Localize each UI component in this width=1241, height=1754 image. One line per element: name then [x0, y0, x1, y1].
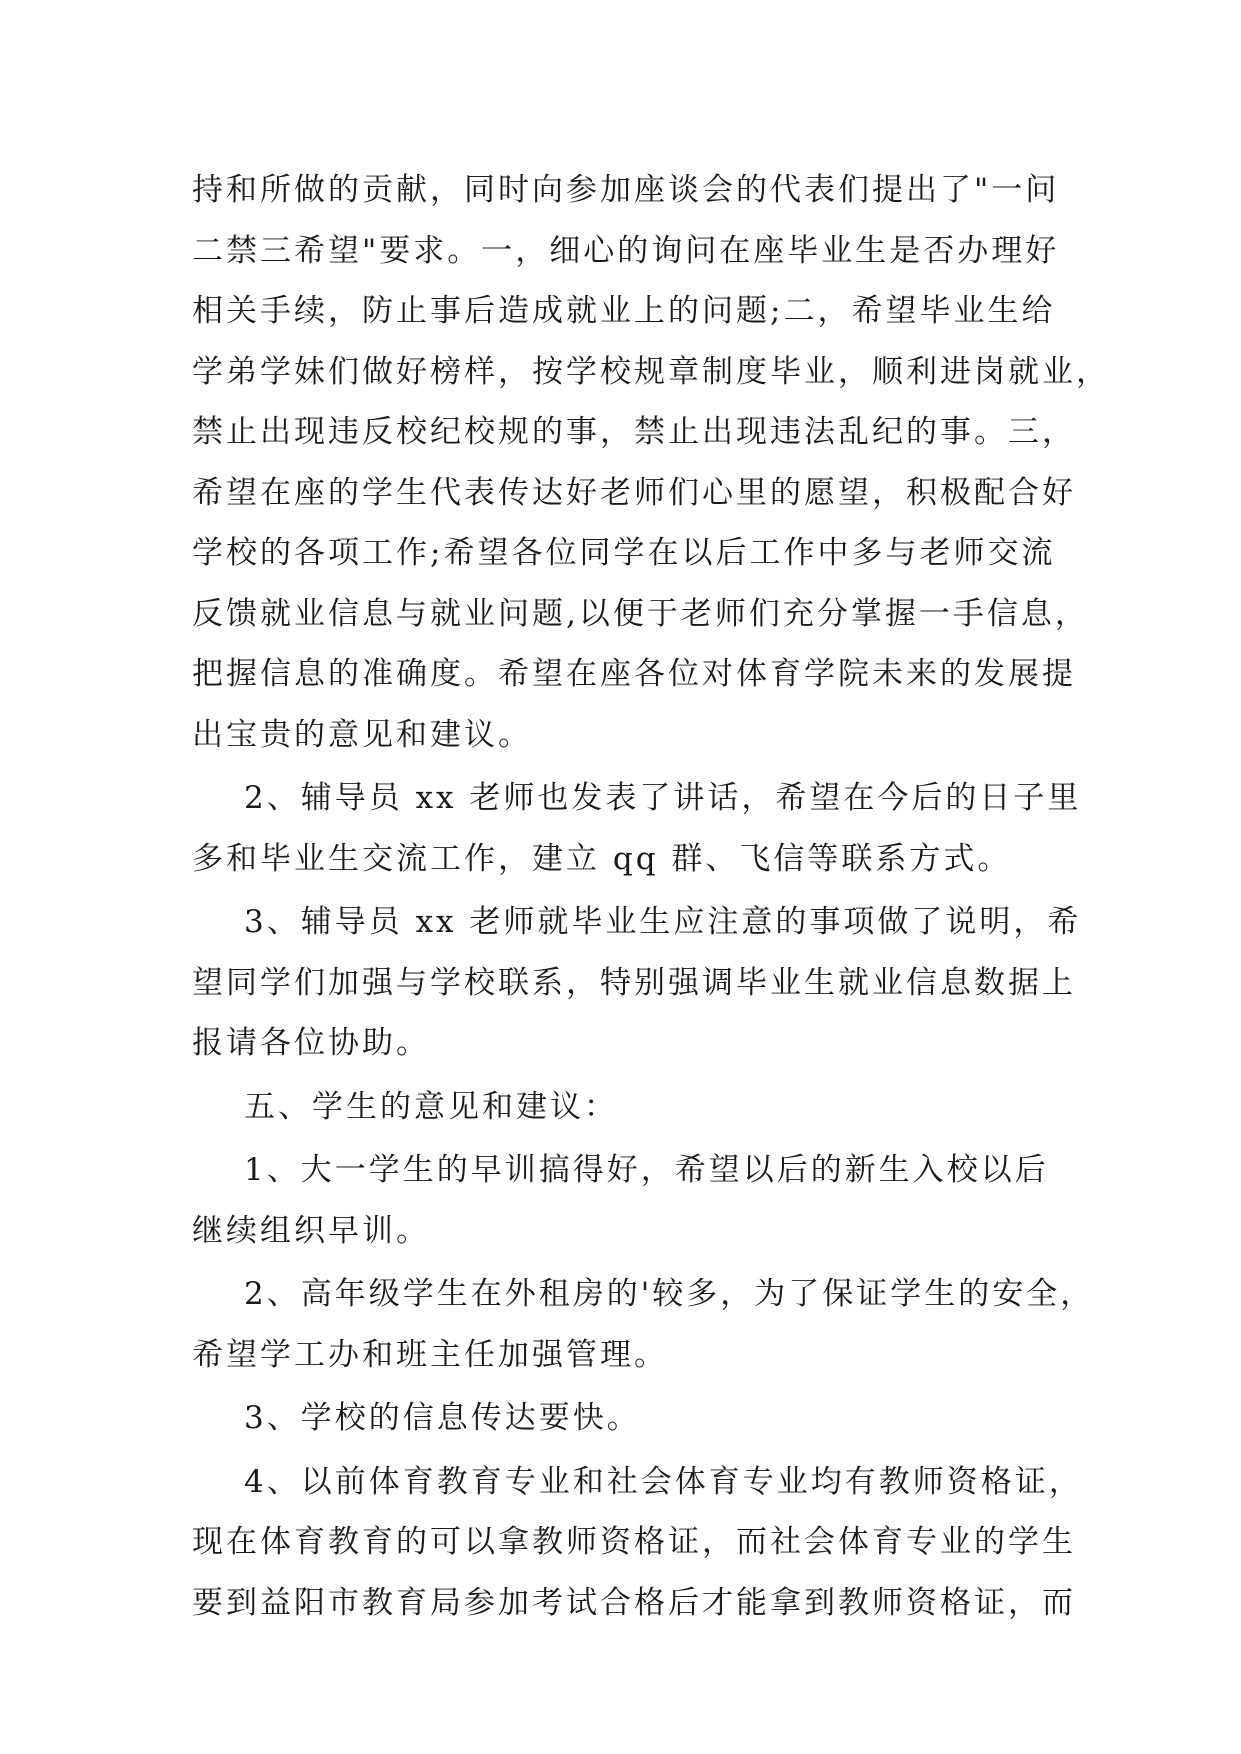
text-line: 把握信息的准确度。希望在座各位对体育学院未来的发展提	[192, 656, 1076, 692]
text-line: 希望学工办和班主任加强管理。	[192, 1336, 668, 1373]
text-line: 持和所做的贡献，同时向参加座谈会的代表们提出了"一问	[192, 172, 1060, 208]
text-line: 二禁三希望"要求。一，细心的询问在座毕业生是否办理好	[192, 232, 1060, 269]
text-line: 报请各位协助。	[192, 1025, 430, 1061]
text-line: 2、辅导员 xx 老师也发表了讲话，希望在今后的日子里	[244, 780, 1082, 816]
document-body	[192, 160, 1110, 1633]
paragraph	[192, 1388, 1052, 1449]
paragraph	[192, 768, 1082, 889]
text-line: 出宝贵的意见和建议。	[192, 716, 532, 753]
text-line: 禁止出现违反校纪校规的事，禁止出现违法乱纪的事。三，	[192, 414, 1076, 450]
text-line: 学校的各项工作;希望各位同学在以后工作中多与老师交流	[192, 535, 1056, 571]
text-line: 多和毕业生交流工作，建立 qq 群、飞信等联系方式。	[192, 840, 1012, 877]
paragraph	[192, 160, 1110, 765]
paragraph	[192, 892, 1082, 1074]
text-line: 希望在座的学生代表传达好老师们心里的愿望，积极配合好	[192, 474, 1076, 511]
text-line: 要到益阳市教育局参加考试合格后才能拿到教师资格证，而	[192, 1584, 1076, 1621]
text-line: 相关手续，防止事后造成就业上的问题;二，希望毕业生给	[192, 293, 1056, 329]
paragraph	[192, 1452, 1083, 1634]
text-line: 3、学校的信息传达要快。	[244, 1400, 641, 1436]
text-line: 3、辅导员 xx 老师就毕业生应注意的事项做了说明，希	[244, 904, 1082, 940]
text-line: 学弟学妹们做好榜样，按学校规章制度毕业，顺利进岗就业，	[192, 353, 1110, 390]
text-line: 望同学们加强与学校联系，特别强调毕业生就业信息数据上	[192, 964, 1076, 1001]
text-line: 五、学生的意见和建议：	[244, 1088, 618, 1125]
paragraph	[192, 1264, 1095, 1385]
text-line: 继续组织早训。	[192, 1212, 430, 1249]
paragraph	[192, 1140, 1052, 1261]
text-line: 2、高年级学生在外租房的'较多，为了保证学生的安全，	[244, 1276, 1095, 1312]
text-line: 反馈就业信息与就业问题,以便于老师们充分掌握一手信息，	[192, 595, 1089, 632]
text-line: 4、以前体育教育专业和社会体育专业均有教师资格证，	[244, 1463, 1083, 1500]
paragraph	[192, 1077, 1052, 1138]
text-line: 现在体育教育的可以拿教师资格证，而社会体育专业的学生	[192, 1524, 1076, 1560]
text-line: 1、大一学生的早训搞得好，希望以后的新生入校以后	[244, 1152, 1049, 1188]
